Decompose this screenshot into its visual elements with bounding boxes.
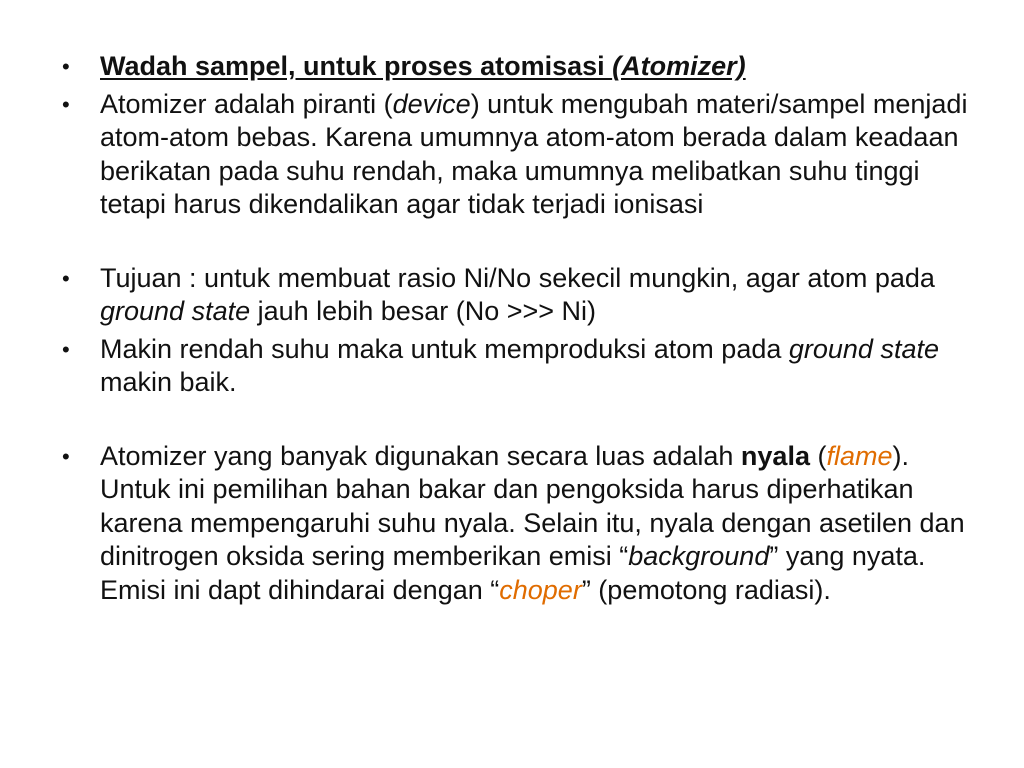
definition-text-1: Atomizer adalah piranti ( [100,88,393,119]
bullet-item-heading [62,50,972,84]
heading-italic: (Atomizer) [612,51,746,81]
flame-text-3: ). Untuk ini pemilihan bahan bakar dan pengoksida harus diperhatikan karena mempengaruhi suhu nyala. Selain itu, nyala dengan asetilen dan dinitrogen oksida sering memberikan emisi “ [100,440,965,571]
bullet-item-definition [62,88,972,222]
flame-text-4: ” yang nyata. Emisi ini dapt dihindarai dengan “ [100,541,926,605]
definition-italic: device [392,88,471,119]
flame-italic-background: background [628,541,770,571]
bullet-item-purpose [62,262,972,329]
bullet-dot-icon: • [62,265,70,291]
flame-accent: flame [826,440,893,471]
definition-text-2: ) untuk mengubah materi/sampel menjadi atom-atom bebas. Karena umumnya atom-atom berada dalam keadaan berikatan pada suhu rendah, maka umumnya melibatkan suhu tinggi tetapi harus dikendalikan agar tidak terjadi ionisasi [100,88,968,219]
purpose-text-2: jauh lebih besar (No >>> Ni) [250,296,597,326]
temperature-italic: ground state [788,333,939,364]
bullet-list [62,50,972,607]
bullet-item-flame [62,440,972,608]
bullet-dot-icon: • [62,54,70,79]
temperature-text-1: Makin rendah suhu maka untuk memproduksi atom pada [100,333,789,364]
heading-main: Wadah sampel, untuk proses atomisasi [100,51,613,81]
bullet-item-temperature [62,333,972,400]
flame-text-1: Atomizer yang banyak digunakan secara luas adalah [100,440,741,471]
flame-bold: nyala [740,440,810,471]
temperature-text-2: makin baik. [100,367,237,397]
flame-accent-choper: choper [499,574,582,605]
purpose-italic: ground state [100,296,251,326]
purpose-text-1: Tujuan : untuk membuat rasio Ni/No sekecil mungkin, agar atom pada [100,262,935,293]
heading-text [100,51,746,81]
bullet-dot-icon: • [62,443,70,469]
flame-text-5: ” (pemotong radiasi). [581,574,831,605]
bullet-dot-icon: • [62,91,70,117]
bullet-dot-icon: • [62,336,70,362]
flame-text-2: ( [809,440,827,471]
